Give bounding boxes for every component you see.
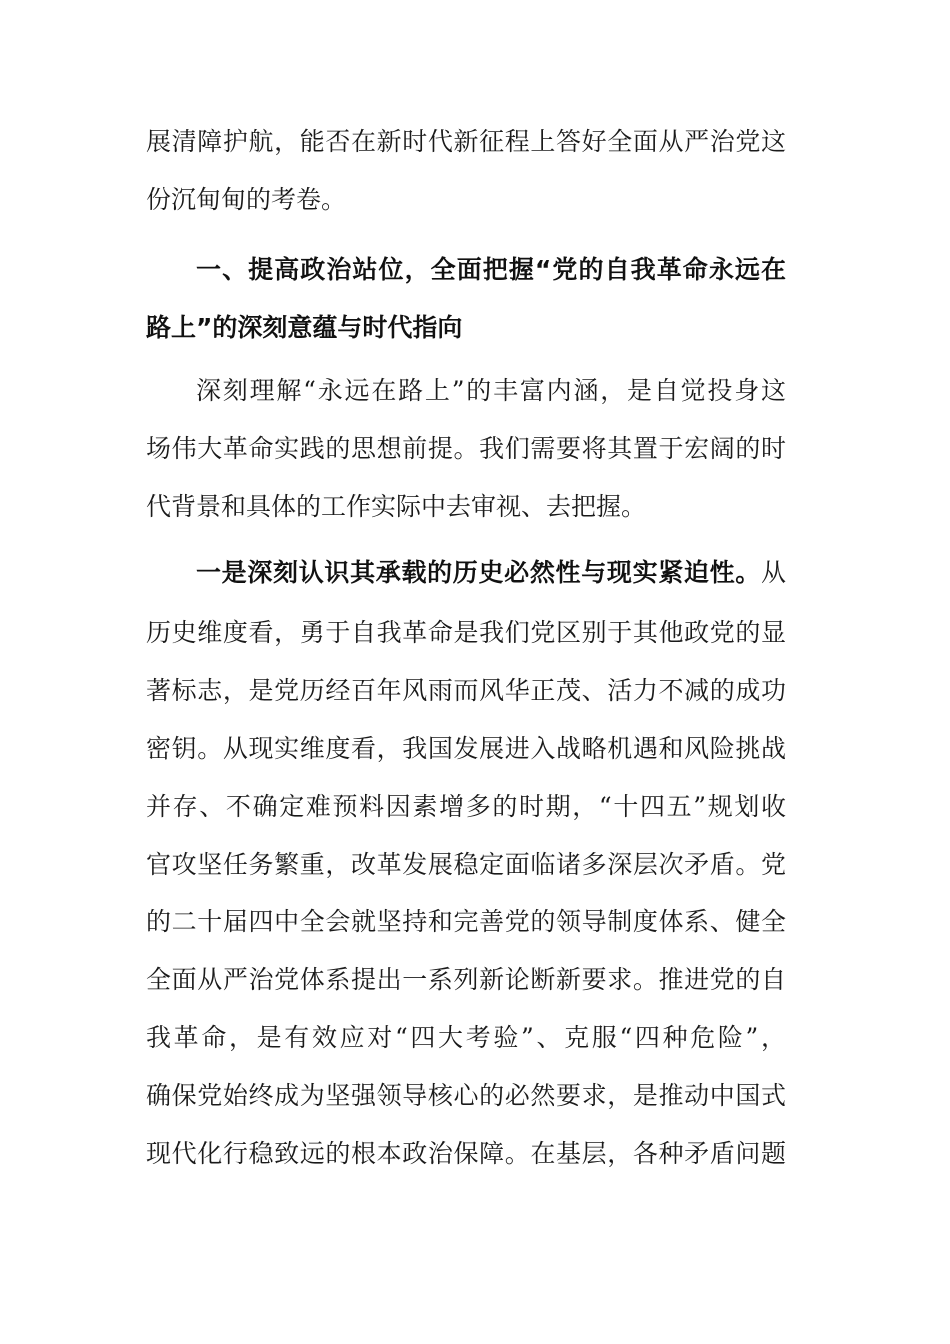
- paragraph-line: 我革命，是有效应对“四大考验”、克服“四种危险”，: [146, 1023, 786, 1052]
- paragraph-line: 确保党始终成为坚强领导核心的必然要求，是推动中国式: [146, 1081, 786, 1110]
- paragraph-line: 份沉甸甸的考卷。: [146, 185, 347, 214]
- paragraph-line: 官攻坚任务繁重，改革发展稳定面临诸多深层次矛盾。党: [146, 850, 786, 879]
- point-lead-line: [196, 558, 786, 588]
- paragraph-line: 密钥。从现实维度看，我国发展进入战略机遇和风险挑战: [146, 734, 786, 763]
- point-heading: 一是深刻认识其承载的历史必然性与现实紧迫性。: [196, 558, 761, 587]
- paragraph-line: 现代化行稳致远的根本政治保障。在基层，各种矛盾问题: [146, 1139, 786, 1168]
- paragraph-line: 代背景和具体的工作实际中去审视、去把握。: [146, 492, 647, 521]
- paragraph-line: 深刻理解“永远在路上”的丰富内涵，是自觉投身这: [196, 376, 786, 405]
- paragraph-line: 展清障护航，能否在新时代新征程上答好全面从严治党这: [146, 127, 786, 156]
- paragraph-line: 的二十届四中全会就坚持和完善党的领导制度体系、健全: [146, 907, 786, 936]
- paragraph-line: 全面从严治党体系提出一系列新论断新要求。推进党的自: [146, 965, 786, 994]
- paragraph-line: 著标志，是党历经百年风雨而风华正茂、活力不减的成功: [146, 676, 786, 705]
- point-lead-text: 从: [760, 558, 786, 587]
- paragraph-line: 并存、不确定难预料因素增多的时期，“十四五”规划收: [146, 792, 786, 821]
- paragraph-line: 历史维度看，勇于自我革命是我们党区别于其他政党的显: [146, 618, 786, 647]
- section-heading-line: 路上”的深刻意蕴与时代指向: [146, 313, 463, 342]
- paragraph-line: 场伟大革命实践的思想前提。我们需要将其置于宏阔的时: [146, 434, 786, 463]
- section-heading-line: 一、提高政治站位，全面把握“党的自我革命永远在: [196, 255, 786, 284]
